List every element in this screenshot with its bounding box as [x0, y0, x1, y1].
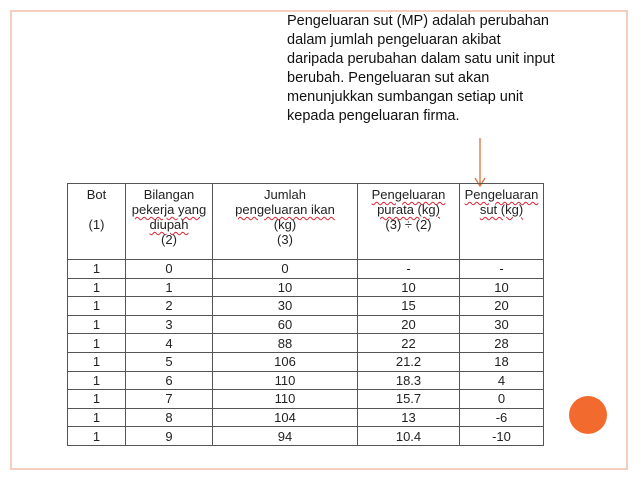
table-header-row: [68, 184, 544, 260]
header-bot: [68, 184, 126, 260]
table-row: [68, 278, 544, 297]
cell-marginal-output: 18: [460, 352, 544, 371]
cell-average-output: 10.4: [358, 427, 460, 446]
table-row: [68, 390, 544, 409]
cell-bot: 1: [68, 334, 126, 353]
cell-average-output: 13: [358, 408, 460, 427]
header-line: diupah: [149, 217, 189, 232]
cell-marginal-output: -: [460, 260, 544, 279]
cell-total-output: 0: [213, 260, 358, 279]
note-line: dalam jumlah pengeluaran akibat: [287, 32, 501, 48]
cell-average-output: 15: [358, 297, 460, 316]
down-arrow-icon: [473, 138, 487, 188]
cell-marginal-output: 0: [460, 390, 544, 409]
cell-bot: 1: [68, 390, 126, 409]
cell-marginal-output: 4: [460, 371, 544, 390]
cell-bot: 1: [68, 260, 126, 279]
header-line: sut (kg): [479, 202, 524, 217]
note-line: kepada pengeluaran firma.: [287, 108, 460, 124]
cell-marginal-output: -6: [460, 408, 544, 427]
cell-workers: 7: [126, 390, 213, 409]
cell-bot: 1: [68, 315, 126, 334]
header-workers: [126, 184, 213, 260]
cell-bot: 1: [68, 352, 126, 371]
cell-marginal-output: 30: [460, 315, 544, 334]
cell-workers: 4: [126, 334, 213, 353]
header-line: Pengeluaran: [371, 187, 446, 202]
header-line: Bot: [86, 187, 107, 202]
header-total-output: [213, 184, 358, 260]
decorative-orange-circle: [569, 396, 607, 434]
table-row: [68, 408, 544, 427]
cell-total-output: 30: [213, 297, 358, 316]
header-line: (3): [277, 232, 293, 247]
cell-total-output: 94: [213, 427, 358, 446]
cell-average-output: 22: [358, 334, 460, 353]
cell-workers: 8: [126, 408, 213, 427]
cell-workers: 5: [126, 352, 213, 371]
cell-workers: 6: [126, 371, 213, 390]
slide-frame-left: [10, 10, 12, 470]
note-line: menunjukkan sumbangan setiap unit: [287, 89, 524, 105]
cell-bot: 1: [68, 427, 126, 446]
header-line: pengeluaran ikan: [235, 202, 335, 217]
header-line: (2): [161, 232, 177, 247]
note-line: berubah. Pengeluaran sut akan: [287, 70, 490, 86]
header-line: (kg): [273, 217, 297, 232]
table-row: [68, 352, 544, 371]
cell-average-output: 20: [358, 315, 460, 334]
header-line: Jumlah: [264, 187, 306, 202]
cell-total-output: 110: [213, 390, 358, 409]
cell-marginal-output: 10: [460, 278, 544, 297]
header-line: Bilangan: [143, 187, 195, 202]
header-line: purata (kg): [377, 202, 440, 217]
cell-total-output: 88: [213, 334, 358, 353]
table-row: [68, 371, 544, 390]
slide-frame-right: [626, 10, 628, 470]
header-line: pekerja yang: [131, 202, 207, 217]
cell-workers: 9: [126, 427, 213, 446]
cell-average-output: 15.7: [358, 390, 460, 409]
cell-total-output: 106: [213, 352, 358, 371]
cell-workers: 3: [126, 315, 213, 334]
header-marginal-output: [460, 184, 544, 260]
cell-bot: 1: [68, 278, 126, 297]
header-line: Pengeluaran: [464, 187, 539, 202]
note-line: daripada perubahan dalam satu unit input: [287, 51, 555, 67]
slide-frame-bottom: [10, 468, 628, 470]
cell-total-output: 110: [213, 371, 358, 390]
table-body: [68, 260, 544, 446]
cell-average-output: 18.3: [358, 371, 460, 390]
cell-bot: 1: [68, 371, 126, 390]
table-row: [68, 297, 544, 316]
table-row: [68, 315, 544, 334]
cell-average-output: 21.2: [358, 352, 460, 371]
cell-bot: 1: [68, 297, 126, 316]
cell-total-output: 104: [213, 408, 358, 427]
cell-bot: 1: [68, 408, 126, 427]
cell-total-output: 10: [213, 278, 358, 297]
table-row: [68, 260, 544, 279]
cell-total-output: 60: [213, 315, 358, 334]
table-row: [68, 334, 544, 353]
cell-marginal-output: 28: [460, 334, 544, 353]
definition-note: [287, 12, 587, 126]
header-line: (3) ÷ (2): [385, 217, 432, 232]
cell-workers: 1: [126, 278, 213, 297]
cell-marginal-output: -10: [460, 427, 544, 446]
production-table: [67, 183, 544, 446]
table-row: [68, 427, 544, 446]
note-line: Pengeluaran sut (MP) adalah perubahan: [287, 13, 549, 29]
cell-marginal-output: 20: [460, 297, 544, 316]
cell-average-output: -: [358, 260, 460, 279]
cell-workers: 2: [126, 297, 213, 316]
cell-average-output: 10: [358, 278, 460, 297]
header-average-output: [358, 184, 460, 260]
header-line: (1): [88, 217, 105, 232]
cell-workers: 0: [126, 260, 213, 279]
